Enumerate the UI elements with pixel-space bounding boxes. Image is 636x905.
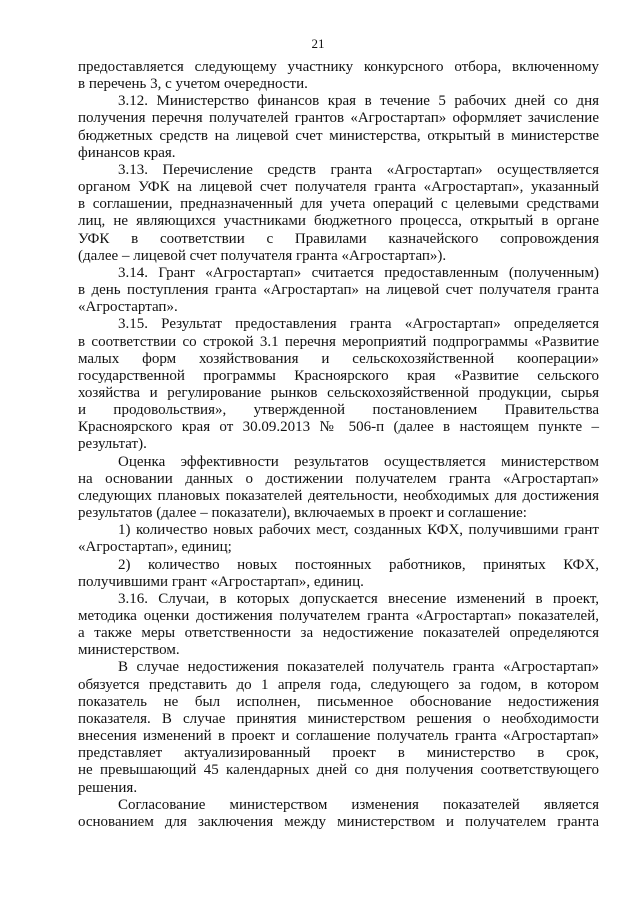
text-line: 1) количество новых рабочих мест, созданных КФХ, получившими грант	[118, 522, 599, 539]
text-line: следующих плановых показателей деятельности, необходимых для достижения	[78, 487, 599, 504]
text-line: лиц, не являющихся участниками бюджетного процесса, открытый в органе	[78, 213, 599, 230]
text-line: 3.13. Перечисление средств гранта «Агростартап» осуществляется	[118, 161, 599, 178]
list-item-1	[78, 522, 599, 556]
text-line: показатель не был исполнен, письменное обоснование недостижения	[78, 693, 599, 710]
paragraph-3-16	[78, 591, 599, 660]
text-line: Оценка эффективности результатов осуществляется министерством	[118, 453, 599, 470]
paragraph-3-15	[78, 316, 599, 453]
text-line: показателя. В случае принятия министерством решения о необходимости	[78, 710, 599, 727]
paragraph-3-12	[78, 93, 599, 162]
text-line: Красноярского края от 30.09.2013 № 506-п (далее в настоящем пункте –	[78, 419, 599, 436]
page-number: 21	[311, 36, 325, 51]
text-line: методика оценки достижения получателем гранта «Агростартап» показателей,	[78, 608, 599, 624]
paragraph-3-13	[78, 162, 599, 265]
text-line: обязуется представить до 1 апреля года, следующего за годом, в котором	[78, 676, 599, 693]
text-line: УФК в соответствии с Правилами казначейского сопровождения	[78, 230, 599, 247]
paragraph-evaluation	[78, 454, 599, 523]
text-line: основанием для заключения между министерством и получателем гранта	[78, 813, 599, 830]
text-line: финансов края.	[78, 144, 176, 161]
list-item-2	[78, 557, 599, 591]
text-line: хозяйства и регулирование рынков сельскохозяйственной продукции, сырья	[78, 384, 599, 401]
text-line: 3.12. Министерство финансов края в течение 5 рабочих дней со дня	[118, 93, 599, 110]
text-line: государственной программы Красноярского края «Развитие сельского	[78, 367, 599, 384]
text-line: в соглашении, предназначенный для учета операций с целевыми средствами	[78, 196, 599, 213]
text-line: не превышающий 45 календарных дней со дня получения соответствующего	[78, 762, 599, 779]
text-line: министерством.	[78, 642, 180, 659]
text-line: Согласование министерством изменения показателей является	[118, 796, 599, 813]
document-body	[78, 59, 599, 831]
text-line: результат).	[78, 436, 147, 453]
text-line: В случае недостижения показателей получатель гранта «Агростартап»	[118, 659, 599, 676]
text-line: органом УФК на лицевой счет получателя гранта «Агростартап», указанный	[78, 179, 599, 196]
paragraph-3-14	[78, 265, 599, 316]
text-line: (далее – лицевой счет получателя гранта «Агростартап»).	[78, 247, 447, 264]
text-line: и продовольствия», утвержденной постановлением Правительства	[78, 402, 599, 419]
text-line: в соответствии со строкой 3.1 перечня мероприятий подпрограммы «Развитие	[78, 333, 599, 350]
text-line: решения.	[78, 779, 138, 796]
text-line: 3.15. Результат предоставления гранта «Агростартап» определяется	[118, 316, 599, 333]
text-line: малых форм хозяйствования и сельскохозяйственной кооперации»	[78, 350, 599, 367]
text-line: 3.14. Грант «Агростартап» считается предоставленным (полученным)	[118, 264, 599, 281]
text-line: 2) количество новых постоянных работников, принятых КФХ,	[118, 556, 599, 573]
text-line: 3.16. Случаи, в которых допускается внесение изменений в проект,	[118, 590, 599, 607]
text-line: получения перечня получателей грантов «Агростартап» оформляет зачисление	[78, 110, 599, 127]
paragraph	[78, 59, 599, 93]
text-line: «Агростартап».	[78, 299, 178, 316]
text-line: получившими грант «Агростартап», единиц.	[78, 573, 364, 590]
text-line: результатов (далее – показатели), включаемых в проект и соглашение:	[78, 505, 527, 522]
text-line: внесения изменений в проект и соглашение получатель гранта «Агростартап»	[78, 728, 599, 745]
paragraph-approval	[78, 797, 599, 831]
text-line: в перечень 3, с учетом очередности.	[78, 76, 308, 93]
text-line: в день поступления гранта «Агростартап» на лицевой счет получателя гранта	[78, 282, 599, 299]
text-line: бюджетных средств на лицевой счет министерства, открытый в министерстве	[78, 127, 599, 144]
text-line: «Агростартап», единиц;	[78, 539, 232, 556]
text-line: представляет актуализированный проект в министерство в срок,	[78, 745, 599, 762]
text-line: предоставляется следующему участнику конкурсного отбора, включенному	[78, 59, 599, 75]
paragraph-non-achievement	[78, 659, 599, 796]
text-line: а также меры ответственности за недостижение показателей определяются	[78, 625, 599, 642]
text-line: на основании данных о достижении получателем гранта «Агростартап»	[78, 470, 599, 487]
